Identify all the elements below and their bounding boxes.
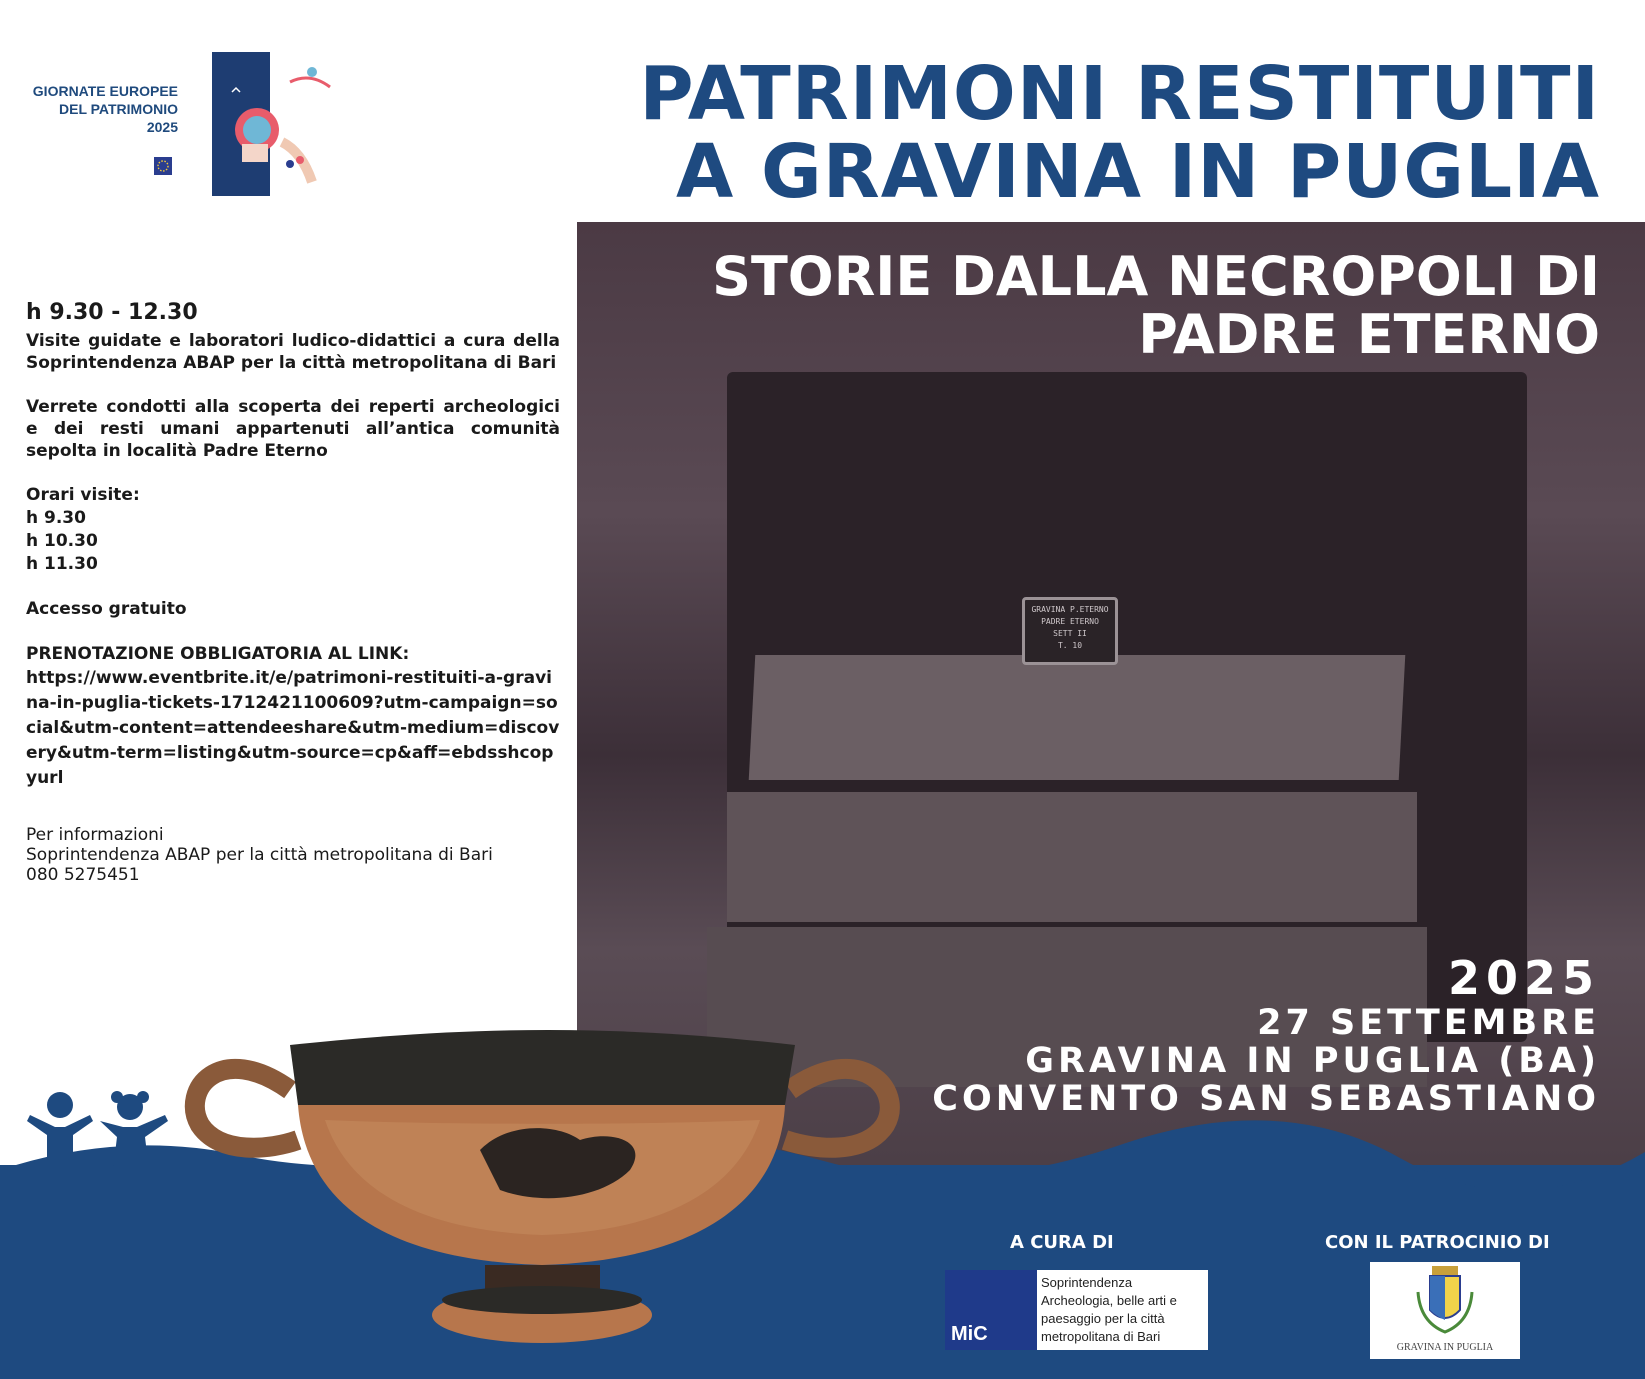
event-date: 27 SETTEMBRE [1257,1003,1600,1043]
event-info [932,952,1600,1118]
tag-line-4: T. 10 [1057,641,1083,650]
coat-of-arms-icon [1370,1262,1520,1342]
mic-logo [945,1270,1037,1350]
excavation-tag [1022,597,1118,665]
logo-line-3: 2025 [146,119,178,135]
subtitle [712,245,1600,366]
patronage-label: CON IL PATROCINIO DI [1325,1232,1550,1253]
description-paragraph-1: Visite guidate e laboratori ludico-didattici a cura della Soprintendenza ABAP per la città metropolitana di Bari [26,331,560,373]
info-organization: Soprintendenza ABAP per la città metropolitana di Bari [26,845,493,865]
heritage-days-logo-text [28,82,178,136]
visit-time: h 10.30 [26,531,98,551]
tag-line-2: PADRE ETERNO [1041,617,1099,626]
mic-label: MiC [951,1323,988,1345]
event-place: GRAVINA IN PUGLIA (BA) [1025,1041,1600,1081]
curated-by-label: A CURA DI [1010,1232,1114,1253]
soprintendenza-logo [945,1270,1208,1350]
logo-line-2: DEL PATRIMONIO [59,101,178,117]
description-paragraph-2: Verrete condotti alla scoperta dei reperti archeologici e dei resti umani appartenuti all’antica comunità sepolta in località Padre Eterno [26,397,560,461]
subtitle-line-2: PADRE ETERNO [1138,303,1600,366]
logo-line-1: GIORNATE EUROPEE [32,83,178,99]
page-title [639,51,1600,215]
visit-time: h 11.30 [26,554,98,574]
event-time: h 9.30 - 12.30 [26,300,198,325]
booking-label: PRENOTAZIONE OBBLIGATORIA AL LINK: [26,644,410,664]
visits-label: Orari visite: [26,485,140,505]
children-icon [25,1085,175,1175]
title-line-2: A GRAVINA IN PUGLIA [675,129,1600,215]
soprintendenza-text: Soprintendenza Archeologia, belle arti e paesaggio per la città metropolitana di Bari [1041,1275,1177,1344]
subtitle-line-1: STORIE DALLA NECROPOLI DI [712,245,1600,308]
info-phone: 080 5275451 [26,865,140,885]
gravina-coat-of-arms [1370,1262,1520,1359]
gravina-name: GRAVINA IN PUGLIA [1396,1342,1494,1353]
visit-time: h 9.30 [26,508,86,528]
tomb-slab [749,655,1406,780]
tag-line-3: SETT II [1053,629,1087,638]
event-year: 2025 [1447,951,1600,1005]
title-line-1: PATRIMONI RESTITUITI [639,51,1600,137]
tomb-slab [727,792,1417,922]
access-note: Accesso gratuito [26,599,187,619]
event-venue: CONVENTO SAN SEBASTIANO [932,1079,1600,1119]
eu-flag-icon [154,157,172,175]
kylix-vase-image [180,1030,905,1350]
heritage-days-logo-graphic [212,52,270,196]
info-label: Per informazioni [26,825,164,845]
tag-line-1: GRAVINA P.ETERNO [1031,605,1109,614]
booking-link[interactable]: https://www.eventbrite.it/e/patrimoni-restituiti-a-gravina-in-puglia-tickets-1712421100609?utm-campaign=social&utm-content=attendeeshare&utm-medium=discovery&utm-term=listing&utm-source=cp&aff=ebdsshcopyurl [26,668,560,788]
event-details [26,300,560,885]
